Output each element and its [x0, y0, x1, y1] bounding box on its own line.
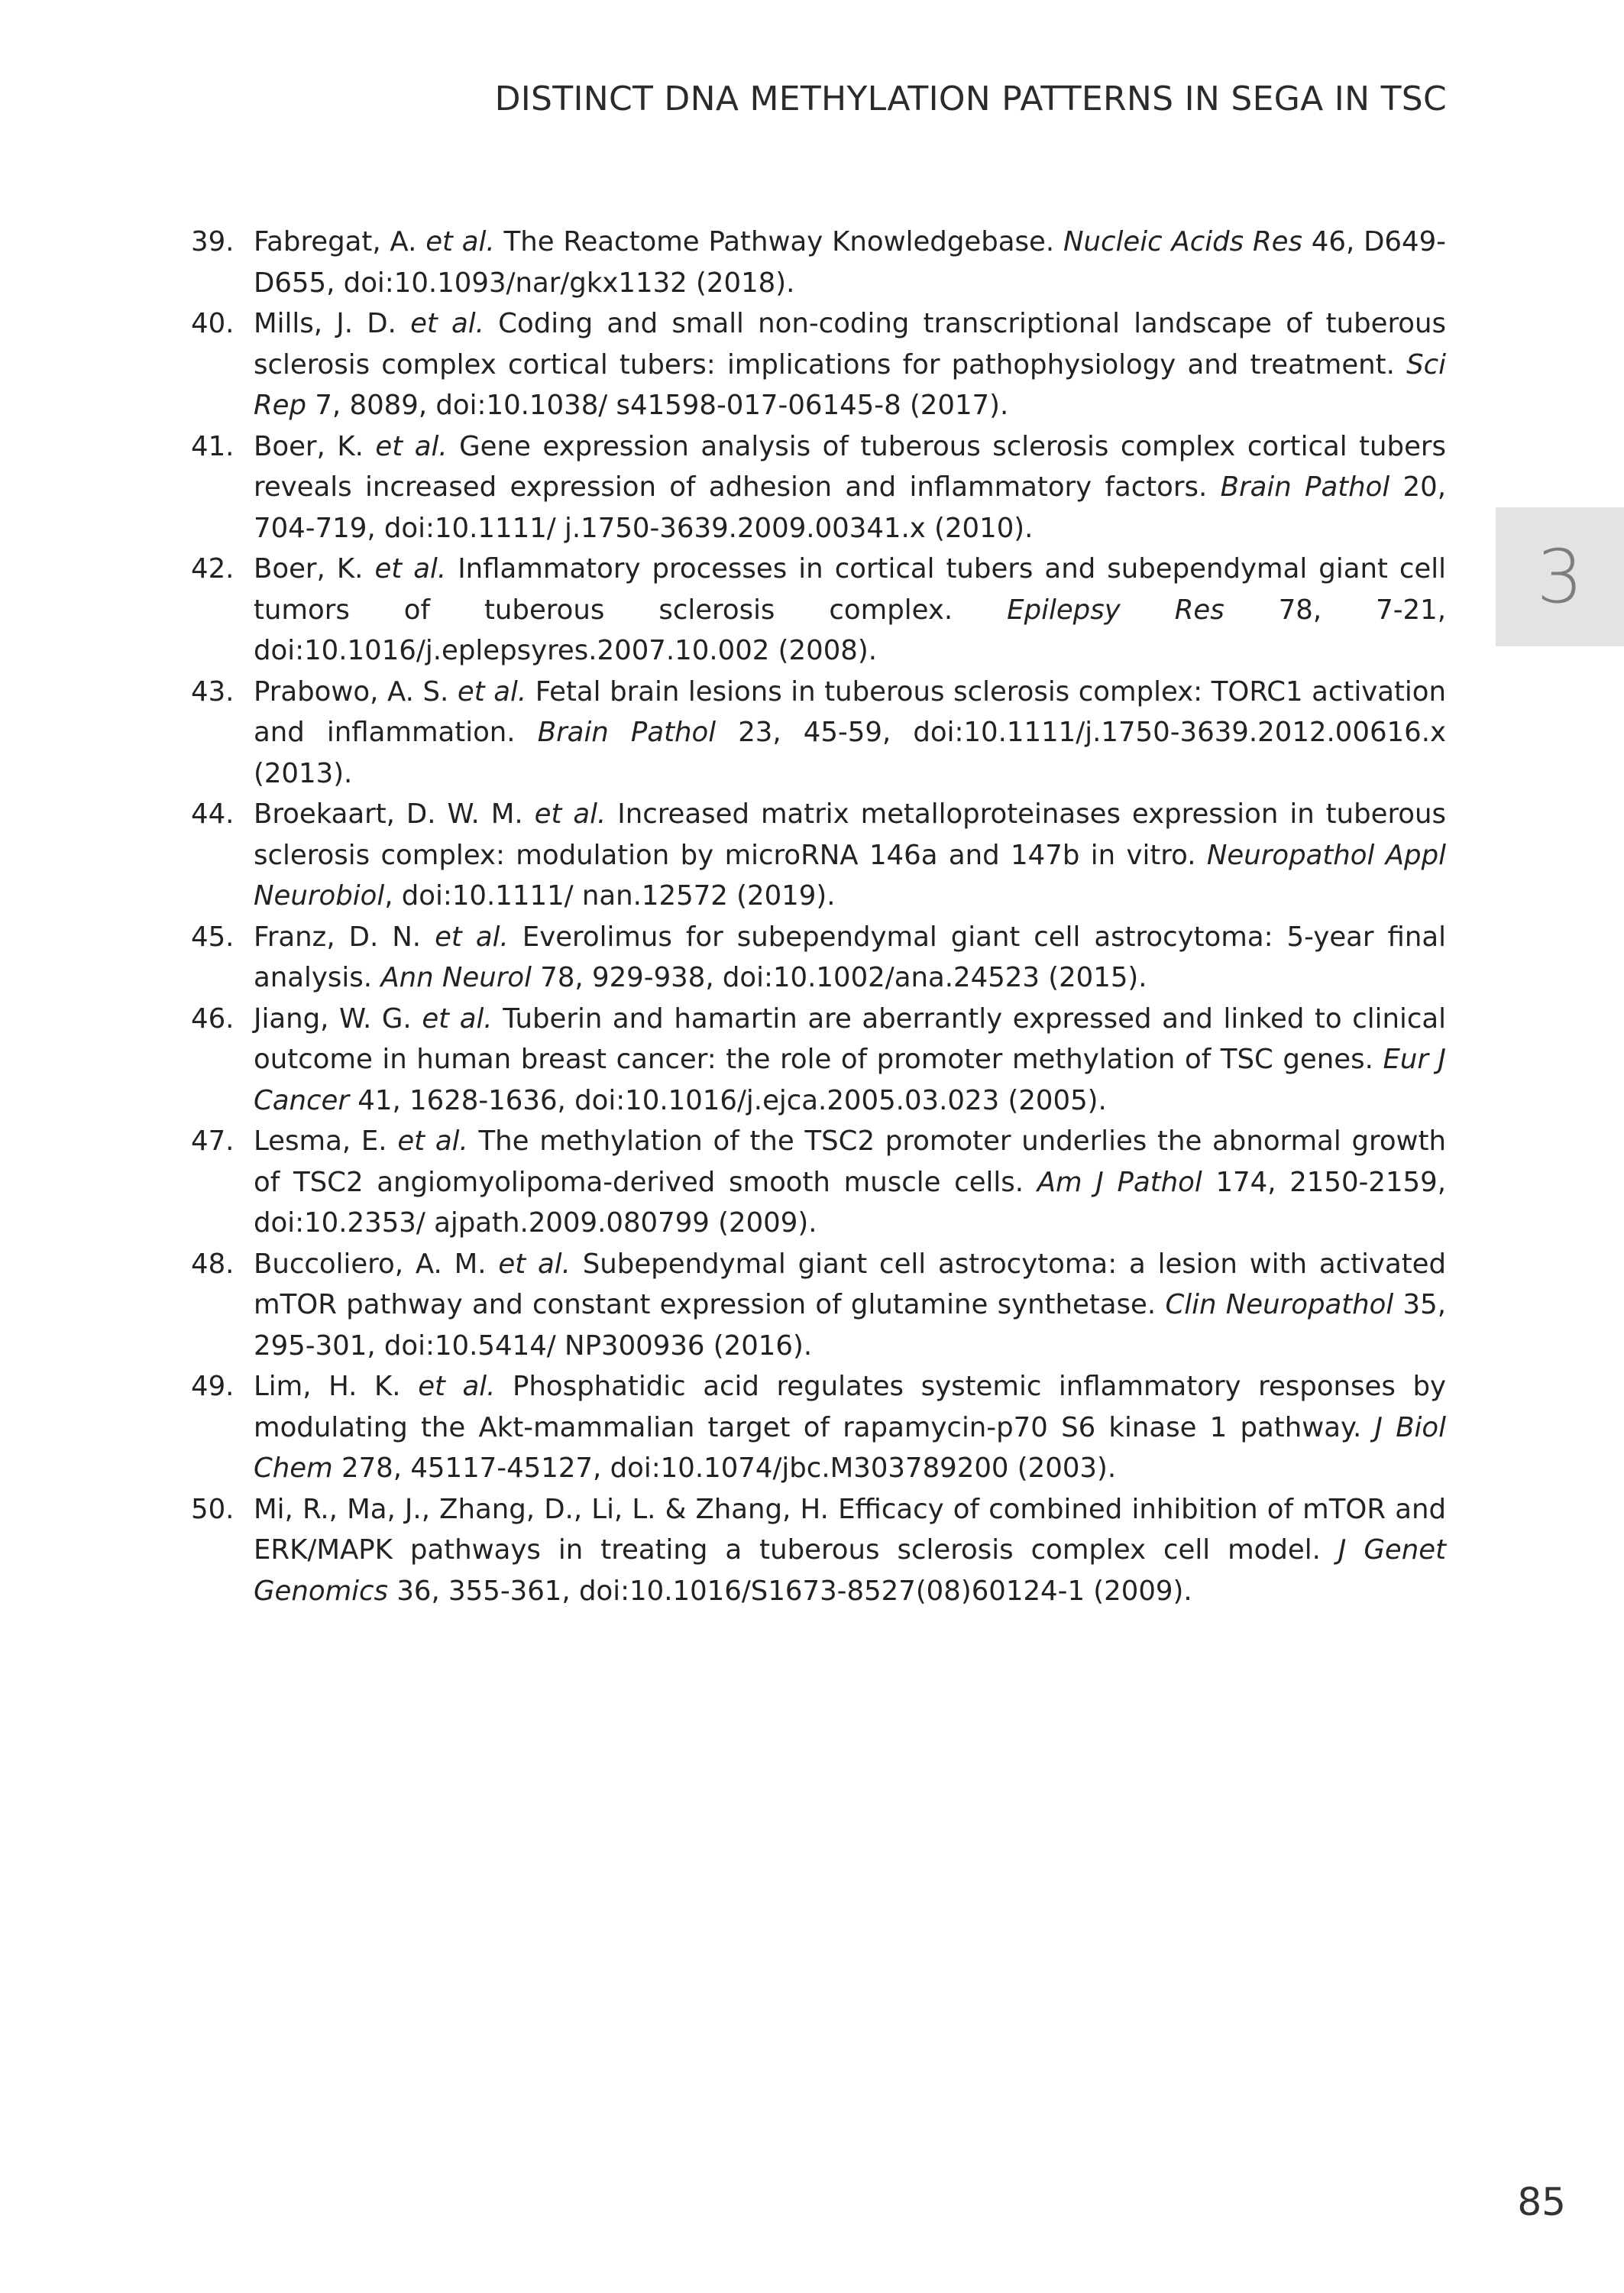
- reference-journal: Brain Pathol: [1220, 471, 1390, 503]
- chapter-tab: [1496, 507, 1624, 646]
- page-number: 85: [1517, 2180, 1566, 2224]
- reference-text: [254, 1366, 1446, 1489]
- reference-authors: Mills, J. D.: [254, 308, 411, 339]
- reference-details: , doi:10.1111/ nan.12572 (2019).: [384, 880, 836, 912]
- reference-number: 43.: [191, 675, 235, 708]
- reference-journal: Ann Neurol: [380, 962, 532, 993]
- reference-journal: Brain Pathol: [537, 717, 717, 748]
- reference-journal: J Genet Genomics: [254, 1534, 1446, 1607]
- reference-item: [191, 917, 1446, 999]
- reference-title: Coding and small non-coding transcriptional landscape of tuberous sclerosis complex cortical tubers: implications for pathophysiology and treatment.: [254, 308, 1446, 381]
- reference-authors: Franz, D. N.: [254, 921, 435, 953]
- reference-journal: J Biol Chem: [254, 1411, 1446, 1484]
- reference-authors: Boer, K.: [254, 553, 375, 585]
- reference-et-al: et al.: [534, 798, 607, 830]
- reference-et-al: et al.: [375, 430, 448, 462]
- reference-authors: Boer, K.: [254, 430, 376, 462]
- reference-title: The methylation of the TSC2 promoter underlies the abnormal growth of TSC2 angiomyolipoma-derived smooth muscle cells.: [254, 1125, 1446, 1198]
- reference-item: [191, 672, 1446, 795]
- reference-item: [191, 549, 1446, 672]
- reference-text: [254, 426, 1446, 549]
- reference-title: Everolimus for subependymal giant cell astrocytoma: 5-year final analysis.: [254, 921, 1446, 993]
- reference-number: 41.: [191, 430, 235, 462]
- reference-et-al: et al.: [457, 675, 527, 708]
- reference-text: [254, 917, 1446, 999]
- reference-item: [191, 426, 1446, 549]
- reference-et-al: et al.: [410, 308, 484, 339]
- reference-journal: Eur J Cancer: [254, 1044, 1447, 1116]
- reference-number: 47.: [191, 1125, 235, 1157]
- reference-authors: Lesma, E.: [254, 1125, 398, 1157]
- reference-list: [191, 222, 1446, 1611]
- reference-details: 278, 45117-45127, doi:10.1074/jbc.M303789200 (2003).: [332, 1453, 1117, 1484]
- reference-text: [254, 794, 1446, 917]
- reference-et-al: et al.: [374, 553, 447, 585]
- reference-details: 7, 8089, doi:10.1038/ s41598-017-06145-8 (2017).: [306, 390, 1009, 421]
- reference-item: [191, 222, 1446, 303]
- reference-text: [254, 303, 1446, 426]
- reference-et-al: et al.: [435, 921, 509, 953]
- reference-details: 35, 295-301, doi:10.5414/ NP300936 (2016).: [254, 1289, 1446, 1362]
- reference-et-al: et al.: [397, 1125, 468, 1157]
- reference-item: [191, 303, 1446, 426]
- reference-details: 41, 1628-1636, doi:10.1016/j.ejca.2005.03.023 (2005).: [349, 1084, 1107, 1116]
- reference-text: [254, 1244, 1446, 1367]
- reference-number: 50.: [191, 1493, 235, 1525]
- reference-title: Efficacy of combined inhibition of mTOR and ERK/MAPK pathways in treating a tuberous sclerosis complex cell model.: [254, 1493, 1446, 1566]
- reference-et-al: et al.: [425, 226, 495, 257]
- reference-details: 46, D649-D655, doi:10.1093/nar/gkx1132 (2018).: [254, 226, 1446, 299]
- reference-details: 20, 704-719, doi:10.1111/ j.1750-3639.2009.00341.x (2010).: [254, 471, 1446, 544]
- running-head-title: DISTINCT DNA METHYLATION PATTERNS IN SEGA IN TSC: [494, 79, 1447, 118]
- reference-journal: Clin Neuropathol: [1165, 1289, 1394, 1320]
- reference-text: [254, 222, 1446, 303]
- reference-title: Increased matrix metalloproteinases expression in tuberous sclerosis complex: modulation by microRNA 146a and 147b in vitro.: [254, 798, 1446, 871]
- reference-number: 49.: [191, 1371, 235, 1402]
- chapter-number: 3: [1536, 534, 1584, 620]
- reference-authors: Prabowo, A. S.: [254, 675, 458, 708]
- reference-authors: Broekaart, D. W. M.: [254, 798, 535, 830]
- reference-item: [191, 1489, 1446, 1612]
- reference-title: Subependymal giant cell astrocytoma: a lesion with activated mTOR pathway and constant expression of glutamine synthetase.: [254, 1248, 1446, 1320]
- reference-details: 174, 2150-2159, doi:10.2353/ ajpath.2009.080799 (2009).: [254, 1166, 1446, 1239]
- reference-authors: Jiang, W. G.: [254, 1002, 422, 1035]
- reference-et-al: et al.: [422, 1002, 493, 1035]
- reference-item: [191, 794, 1446, 917]
- reference-number: 48.: [191, 1248, 235, 1280]
- reference-title: Gene expression analysis of tuberous sclerosis complex cortical tubers reveals increased expression of adhesion and inflammatory factors.: [254, 430, 1446, 503]
- reference-item: [191, 1366, 1446, 1489]
- reference-et-al: et al.: [418, 1371, 496, 1402]
- reference-title: The Reactome Pathway Knowledgebase.: [494, 226, 1063, 257]
- reference-details: 23, 45-59, doi:10.1111/j.1750-3639.2012.00616.x (2013).: [254, 717, 1446, 789]
- reference-number: 45.: [191, 921, 235, 953]
- reference-authors: Lim, H. K.: [254, 1371, 419, 1402]
- reference-authors: Buccoliero, A. M.: [254, 1248, 499, 1280]
- reference-title: Inflammatory processes in cortical tubers and subependymal giant cell tumors of tuberous sclerosis complex.: [254, 553, 1446, 626]
- reference-item: [191, 1121, 1446, 1244]
- reference-number: 42.: [191, 553, 235, 585]
- reference-journal: Neuropathol Appl Neurobiol: [254, 839, 1446, 912]
- reference-journal: Epilepsy Res: [1007, 594, 1224, 626]
- reference-item: [191, 999, 1446, 1122]
- reference-title: Tuberin and hamartin are aberrantly expressed and linked to clinical outcome in human breast cancer: the role of promoter methylation of TSC genes.: [254, 1002, 1446, 1075]
- reference-number: 39.: [191, 226, 235, 257]
- reference-number: 46.: [191, 1002, 235, 1035]
- reference-authors: Fabregat, A.: [254, 226, 426, 257]
- reference-journal: Sci Rep: [254, 348, 1446, 421]
- reference-journal: Am J Pathol: [1037, 1166, 1202, 1198]
- reference-details: 78, 929-938, doi:10.1002/ana.24523 (2015).: [531, 962, 1147, 993]
- reference-et-al: et al.: [498, 1248, 571, 1280]
- reference-text: [254, 1121, 1446, 1244]
- reference-text: [254, 999, 1446, 1122]
- reference-title: Fetal brain lesions in tuberous sclerosis complex: TORC1 activation and inflammation.: [254, 675, 1446, 748]
- reference-text: [254, 672, 1446, 795]
- reference-authors: Mi, R., Ma, J., Zhang, D., Li, L. & Zhang, H.: [254, 1493, 829, 1525]
- reference-journal: Nucleic Acids Res: [1063, 226, 1302, 257]
- reference-text: [254, 1489, 1446, 1612]
- reference-details: 36, 355-361, doi:10.1016/S1673-8527(08)60124-1 (2009).: [388, 1575, 1192, 1607]
- reference-text: [254, 549, 1446, 672]
- reference-item: [191, 1244, 1446, 1367]
- reference-details: 78, 7-21, doi:10.1016/j.eplepsyres.2007.10.002 (2008).: [254, 594, 1446, 666]
- reference-number: 40.: [191, 308, 235, 339]
- reference-number: 44.: [191, 798, 235, 830]
- reference-title: Phosphatidic acid regulates systemic inflammatory responses by modulating the Akt-mammalian target of rapamycin-p70 S6 kinase 1 pathway.: [254, 1371, 1447, 1443]
